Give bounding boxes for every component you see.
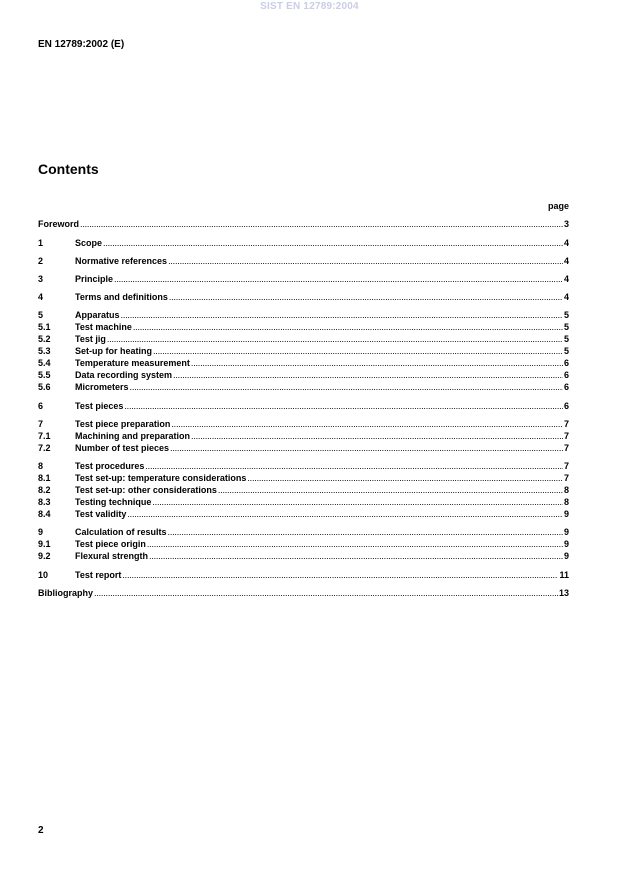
toc-leader-dots <box>191 431 563 442</box>
toc-leader-dots <box>247 473 563 484</box>
toc-entry-title: Principle <box>75 274 114 284</box>
toc-entry-title: Testing technique <box>75 497 152 507</box>
page-number: 2 <box>38 825 44 836</box>
toc-leader-dots <box>147 539 563 550</box>
toc-entry-number: 8.2 <box>38 485 51 495</box>
toc-entry[interactable] <box>38 346 569 357</box>
toc-entry-title: Test set-up: other considerations <box>75 485 217 495</box>
toc-entry-page: 4 <box>563 256 569 266</box>
toc-entry-title: Test report <box>75 570 122 580</box>
toc-entry-number: 9.1 <box>38 539 51 549</box>
toc-entry-page: 6 <box>563 370 569 380</box>
toc-entry-number: 5.3 <box>38 346 51 356</box>
toc-entry-title: Scope <box>75 238 103 248</box>
toc-entry-title: Test pieces <box>75 401 124 411</box>
toc-entry[interactable] <box>38 527 569 538</box>
toc-entry-title: Set-up for heating <box>75 346 152 356</box>
toc-entry-title: Terms and definitions <box>75 292 168 302</box>
toc-leader-dots <box>153 346 563 357</box>
toc-entry[interactable] <box>38 497 569 508</box>
toc-leader-dots <box>173 370 563 381</box>
toc-entry-number: 5 <box>38 310 44 320</box>
page-column-label: page <box>547 201 569 211</box>
toc-entry-title: Temperature measurement <box>75 358 190 368</box>
toc-entry-number: 7.2 <box>38 443 51 453</box>
toc-entry-title: Foreword <box>38 219 80 229</box>
toc-leader-dots <box>107 334 563 345</box>
toc-entry[interactable] <box>38 274 569 285</box>
toc-entry-number: 8.3 <box>38 497 51 507</box>
toc-entry-page: 13 <box>558 588 569 598</box>
toc-entry-number: 4 <box>38 292 44 302</box>
toc-entry-page: 11 <box>559 570 569 580</box>
toc-leader-dots <box>130 382 563 393</box>
toc-entry-page: 5 <box>563 310 569 320</box>
toc-entry-number: 8 <box>38 461 44 471</box>
toc-entry-number: 3 <box>38 274 44 284</box>
toc-entry-page: 7 <box>563 461 569 471</box>
toc-entry-number: 6 <box>38 401 44 411</box>
toc-leader-dots <box>168 527 563 538</box>
toc-leader-dots <box>145 461 563 472</box>
toc-entry-page: 7 <box>563 431 569 441</box>
toc-entry-page: 4 <box>563 238 569 248</box>
toc-entry-title: Micrometers <box>75 382 129 392</box>
toc-entry[interactable] <box>38 238 569 249</box>
toc-entry-title: Machining and preparation <box>75 431 191 441</box>
toc-entry[interactable] <box>38 219 569 230</box>
document-id: EN 12789:2002 (E) <box>38 39 125 50</box>
toc-leader-dots <box>114 274 563 285</box>
toc-leader-dots <box>124 401 563 412</box>
toc-leader-dots <box>127 509 563 520</box>
toc-entry-page: 6 <box>563 401 569 411</box>
toc-entry[interactable] <box>38 256 569 267</box>
toc-entry[interactable] <box>38 588 569 599</box>
toc-entry-page: 5 <box>563 346 569 356</box>
toc-entry-page: 9 <box>563 539 569 549</box>
toc-leader-dots <box>80 219 563 230</box>
toc-leader-dots <box>149 551 563 562</box>
toc-leader-dots <box>168 256 563 267</box>
toc-entry-number: 7 <box>38 419 44 429</box>
toc-leader-dots <box>103 238 563 249</box>
toc-entry[interactable] <box>38 292 569 303</box>
toc-entry-page: 8 <box>563 485 569 495</box>
toc-leader-dots <box>169 292 563 303</box>
toc-entry[interactable] <box>38 382 569 393</box>
toc-leader-dots <box>121 310 563 321</box>
toc-entry-page: 7 <box>563 473 569 483</box>
toc-entry[interactable] <box>38 461 569 472</box>
toc-leader-dots <box>94 588 558 599</box>
toc-entry-page: 9 <box>563 551 569 561</box>
toc-entry-page: 7 <box>563 419 569 429</box>
toc-entry-page: 4 <box>563 274 569 284</box>
toc-entry[interactable] <box>38 485 569 496</box>
toc-entry[interactable] <box>38 551 569 562</box>
toc-entry-page: 6 <box>563 382 569 392</box>
toc-leader-dots <box>170 443 563 454</box>
toc-entry-page: 3 <box>563 219 569 229</box>
toc-entry-page: 5 <box>563 334 569 344</box>
toc-entry-page: 9 <box>563 527 569 537</box>
toc-entry[interactable] <box>38 509 569 520</box>
toc-entry-number: 8.4 <box>38 509 51 519</box>
toc-entry-number: 2 <box>38 256 44 266</box>
toc-leader-dots <box>218 485 563 496</box>
toc-entry-title: Test piece origin <box>75 539 146 549</box>
page-title: Contents <box>38 161 99 177</box>
toc-entry-number: 1 <box>38 238 44 248</box>
toc-entry-title: Test piece preparation <box>75 419 171 429</box>
toc-entry-title: Test machine <box>75 322 132 332</box>
toc-entry-title: Number of test pieces <box>75 443 170 453</box>
toc-entry-title: Bibliography <box>38 588 94 598</box>
toc-entry-number: 5.6 <box>38 382 51 392</box>
toc-entry[interactable] <box>38 431 569 442</box>
toc-entry-number: 7.1 <box>38 431 51 441</box>
toc-entry[interactable] <box>38 570 569 581</box>
toc-entry-number: 5.2 <box>38 334 51 344</box>
toc-entry-title: Normative references <box>75 256 168 266</box>
toc-entry-page: 7 <box>563 443 569 453</box>
toc-entry-page: 6 <box>563 358 569 368</box>
toc-entry-title: Apparatus <box>75 310 120 320</box>
toc-leader-dots <box>171 419 563 430</box>
toc-leader-dots <box>133 322 563 333</box>
toc-entry[interactable] <box>38 322 569 333</box>
toc-entry-number: 9 <box>38 527 44 537</box>
toc-entry-number: 10 <box>38 570 49 580</box>
toc-entry[interactable] <box>38 539 569 550</box>
toc-entry-title: Test set-up: temperature considerations <box>75 473 247 483</box>
toc-entry-number: 5.4 <box>38 358 51 368</box>
toc-entry[interactable] <box>38 310 569 321</box>
toc-entry[interactable] <box>38 334 569 345</box>
toc-entry-number: 5.1 <box>38 322 51 332</box>
toc-entry[interactable] <box>38 370 569 381</box>
toc-entry-title: Test jig <box>75 334 106 344</box>
toc-leader-dots <box>191 358 563 369</box>
toc-entry-number: 5.5 <box>38 370 51 380</box>
toc-entry-title: Data recording system <box>75 370 173 380</box>
toc-entry-title: Test validity <box>75 509 127 519</box>
toc-leader-dots <box>152 497 563 508</box>
toc-entry-number: 9.2 <box>38 551 51 561</box>
toc-entry[interactable] <box>38 443 569 454</box>
toc-entry-number: 8.1 <box>38 473 51 483</box>
toc-entry-title: Test procedures <box>75 461 145 471</box>
toc-entry[interactable] <box>38 358 569 369</box>
toc-entry[interactable] <box>38 419 569 430</box>
toc-entry-title: Calculation of results <box>75 527 167 537</box>
toc-entry-page: 4 <box>563 292 569 302</box>
toc-entry-page: 5 <box>563 322 569 332</box>
toc-entry-page: 9 <box>563 509 569 519</box>
toc-leader-dots <box>122 570 558 581</box>
watermark: SIST EN 12789:2004 <box>260 1 359 12</box>
toc-entry-title: Flexural strength <box>75 551 149 561</box>
toc-entry-page: 8 <box>563 497 569 507</box>
toc-entry[interactable] <box>38 473 569 484</box>
toc-entry[interactable] <box>38 401 569 412</box>
